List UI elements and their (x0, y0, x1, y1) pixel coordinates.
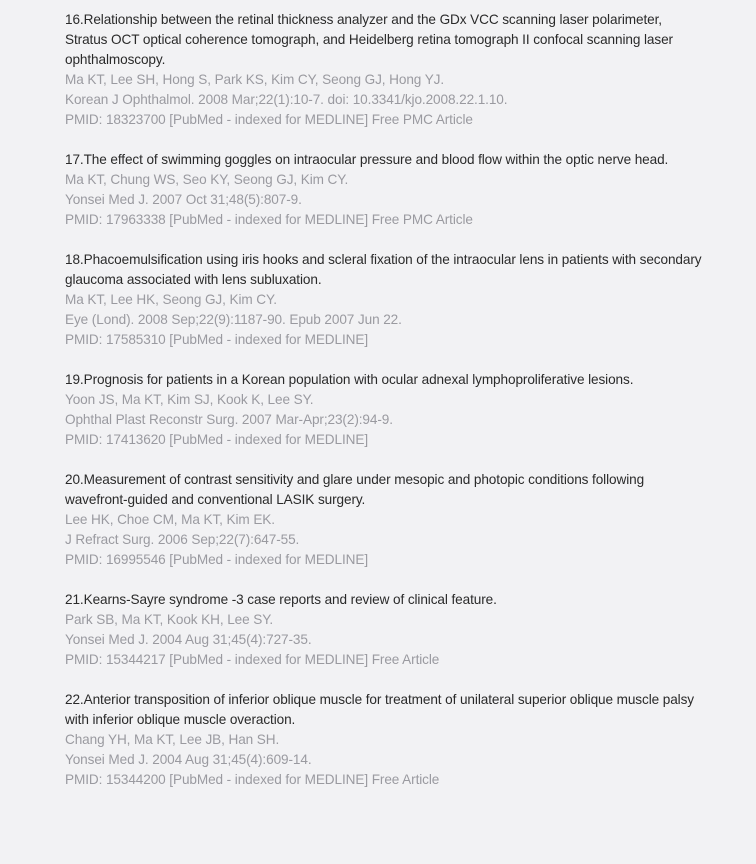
publication-authors: Ma KT, Lee HK, Seong GJ, Kim CY. (65, 292, 277, 307)
publication-journal: Yonsei Med J. 2004 Aug 31;45(4):727-35. (65, 632, 312, 647)
publication-authors: Park SB, Ma KT, Kook KH, Lee SY. (65, 612, 274, 627)
publication-authors: Yoon JS, Ma KT, Kim SJ, Kook K, Lee SY. (65, 392, 314, 407)
publication-item (65, 250, 705, 350)
publication-pmid: PMID: 17413620 [PubMed - indexed for MEDLINE] (65, 432, 369, 447)
publication-title: 20.Measurement of contrast sensitivity and glare under mesopic and photopic conditions following wavefront-guided and conventional LASIK surgery. (65, 472, 645, 507)
publication-title: 21.Kearns-Sayre syndrome -3 case reports and review of clinical feature. (65, 592, 497, 607)
publication-pmid: PMID: 16995546 [PubMed - indexed for MEDLINE] (65, 552, 369, 567)
publication-journal: Yonsei Med J. 2004 Aug 31;45(4):609-14. (65, 752, 312, 767)
publication-pmid: PMID: 18323700 [PubMed - indexed for MEDLINE] Free PMC Article (65, 112, 473, 127)
publication-journal: Yonsei Med J. 2007 Oct 31;48(5):807-9. (65, 192, 302, 207)
publication-pmid: PMID: 17585310 [PubMed - indexed for MEDLINE] (65, 332, 369, 347)
publication-title: 19.Prognosis for patients in a Korean population with ocular adnexal lymphoproliferative lesions. (65, 372, 634, 387)
publication-title: 16.Relationship between the retinal thickness analyzer and the GDx VCC scanning laser polarimeter, Stratus OCT optical coherence tomograph, and Heidelberg retina tomograph II confocal scanning laser ophthalmoscopy. (65, 12, 673, 67)
publication-authors: Ma KT, Lee SH, Hong S, Park KS, Kim CY, Seong GJ, Hong YJ. (65, 72, 445, 87)
publication-journal: Ophthal Plast Reconstr Surg. 2007 Mar-Apr;23(2):94-9. (65, 412, 393, 427)
publication-title: 18.Phacoemulsification using iris hooks and scleral fixation of the intraocular lens in patients with secondary glaucoma associated with lens subluxation. (65, 252, 702, 287)
publication-item (65, 470, 705, 570)
publication-authors: Ma KT, Chung WS, Seo KY, Seong GJ, Kim CY. (65, 172, 349, 187)
publication-journal: Eye (Lond). 2008 Sep;22(9):1187-90. Epub 2007 Jun 22. (65, 312, 402, 327)
publication-pmid: PMID: 15344200 [PubMed - indexed for MEDLINE] Free Article (65, 772, 440, 787)
publication-item (65, 150, 705, 230)
publication-authors: Chang YH, Ma KT, Lee JB, Han SH. (65, 732, 280, 747)
publication-title: 17.The effect of swimming goggles on intraocular pressure and blood flow within the optic nerve head. (65, 152, 669, 167)
publication-authors: Lee HK, Choe CM, Ma KT, Kim EK. (65, 512, 275, 527)
publication-item (65, 370, 705, 450)
publication-journal: J Refract Surg. 2006 Sep;22(7):647-55. (65, 532, 300, 547)
publication-item (65, 690, 705, 790)
publication-item (65, 590, 705, 670)
publication-list (65, 10, 705, 810)
publication-pmid: PMID: 17963338 [PubMed - indexed for MEDLINE] Free PMC Article (65, 212, 473, 227)
publication-journal: Korean J Ophthalmol. 2008 Mar;22(1):10-7. doi: 10.3341/kjo.2008.22.1.10. (65, 92, 508, 107)
publication-title: 22.Anterior transposition of inferior oblique muscle for treatment of unilateral superior oblique muscle palsy with inferior oblique muscle overaction. (65, 692, 694, 727)
publication-pmid: PMID: 15344217 [PubMed - indexed for MEDLINE] Free Article (65, 652, 440, 667)
publication-item (65, 10, 705, 130)
